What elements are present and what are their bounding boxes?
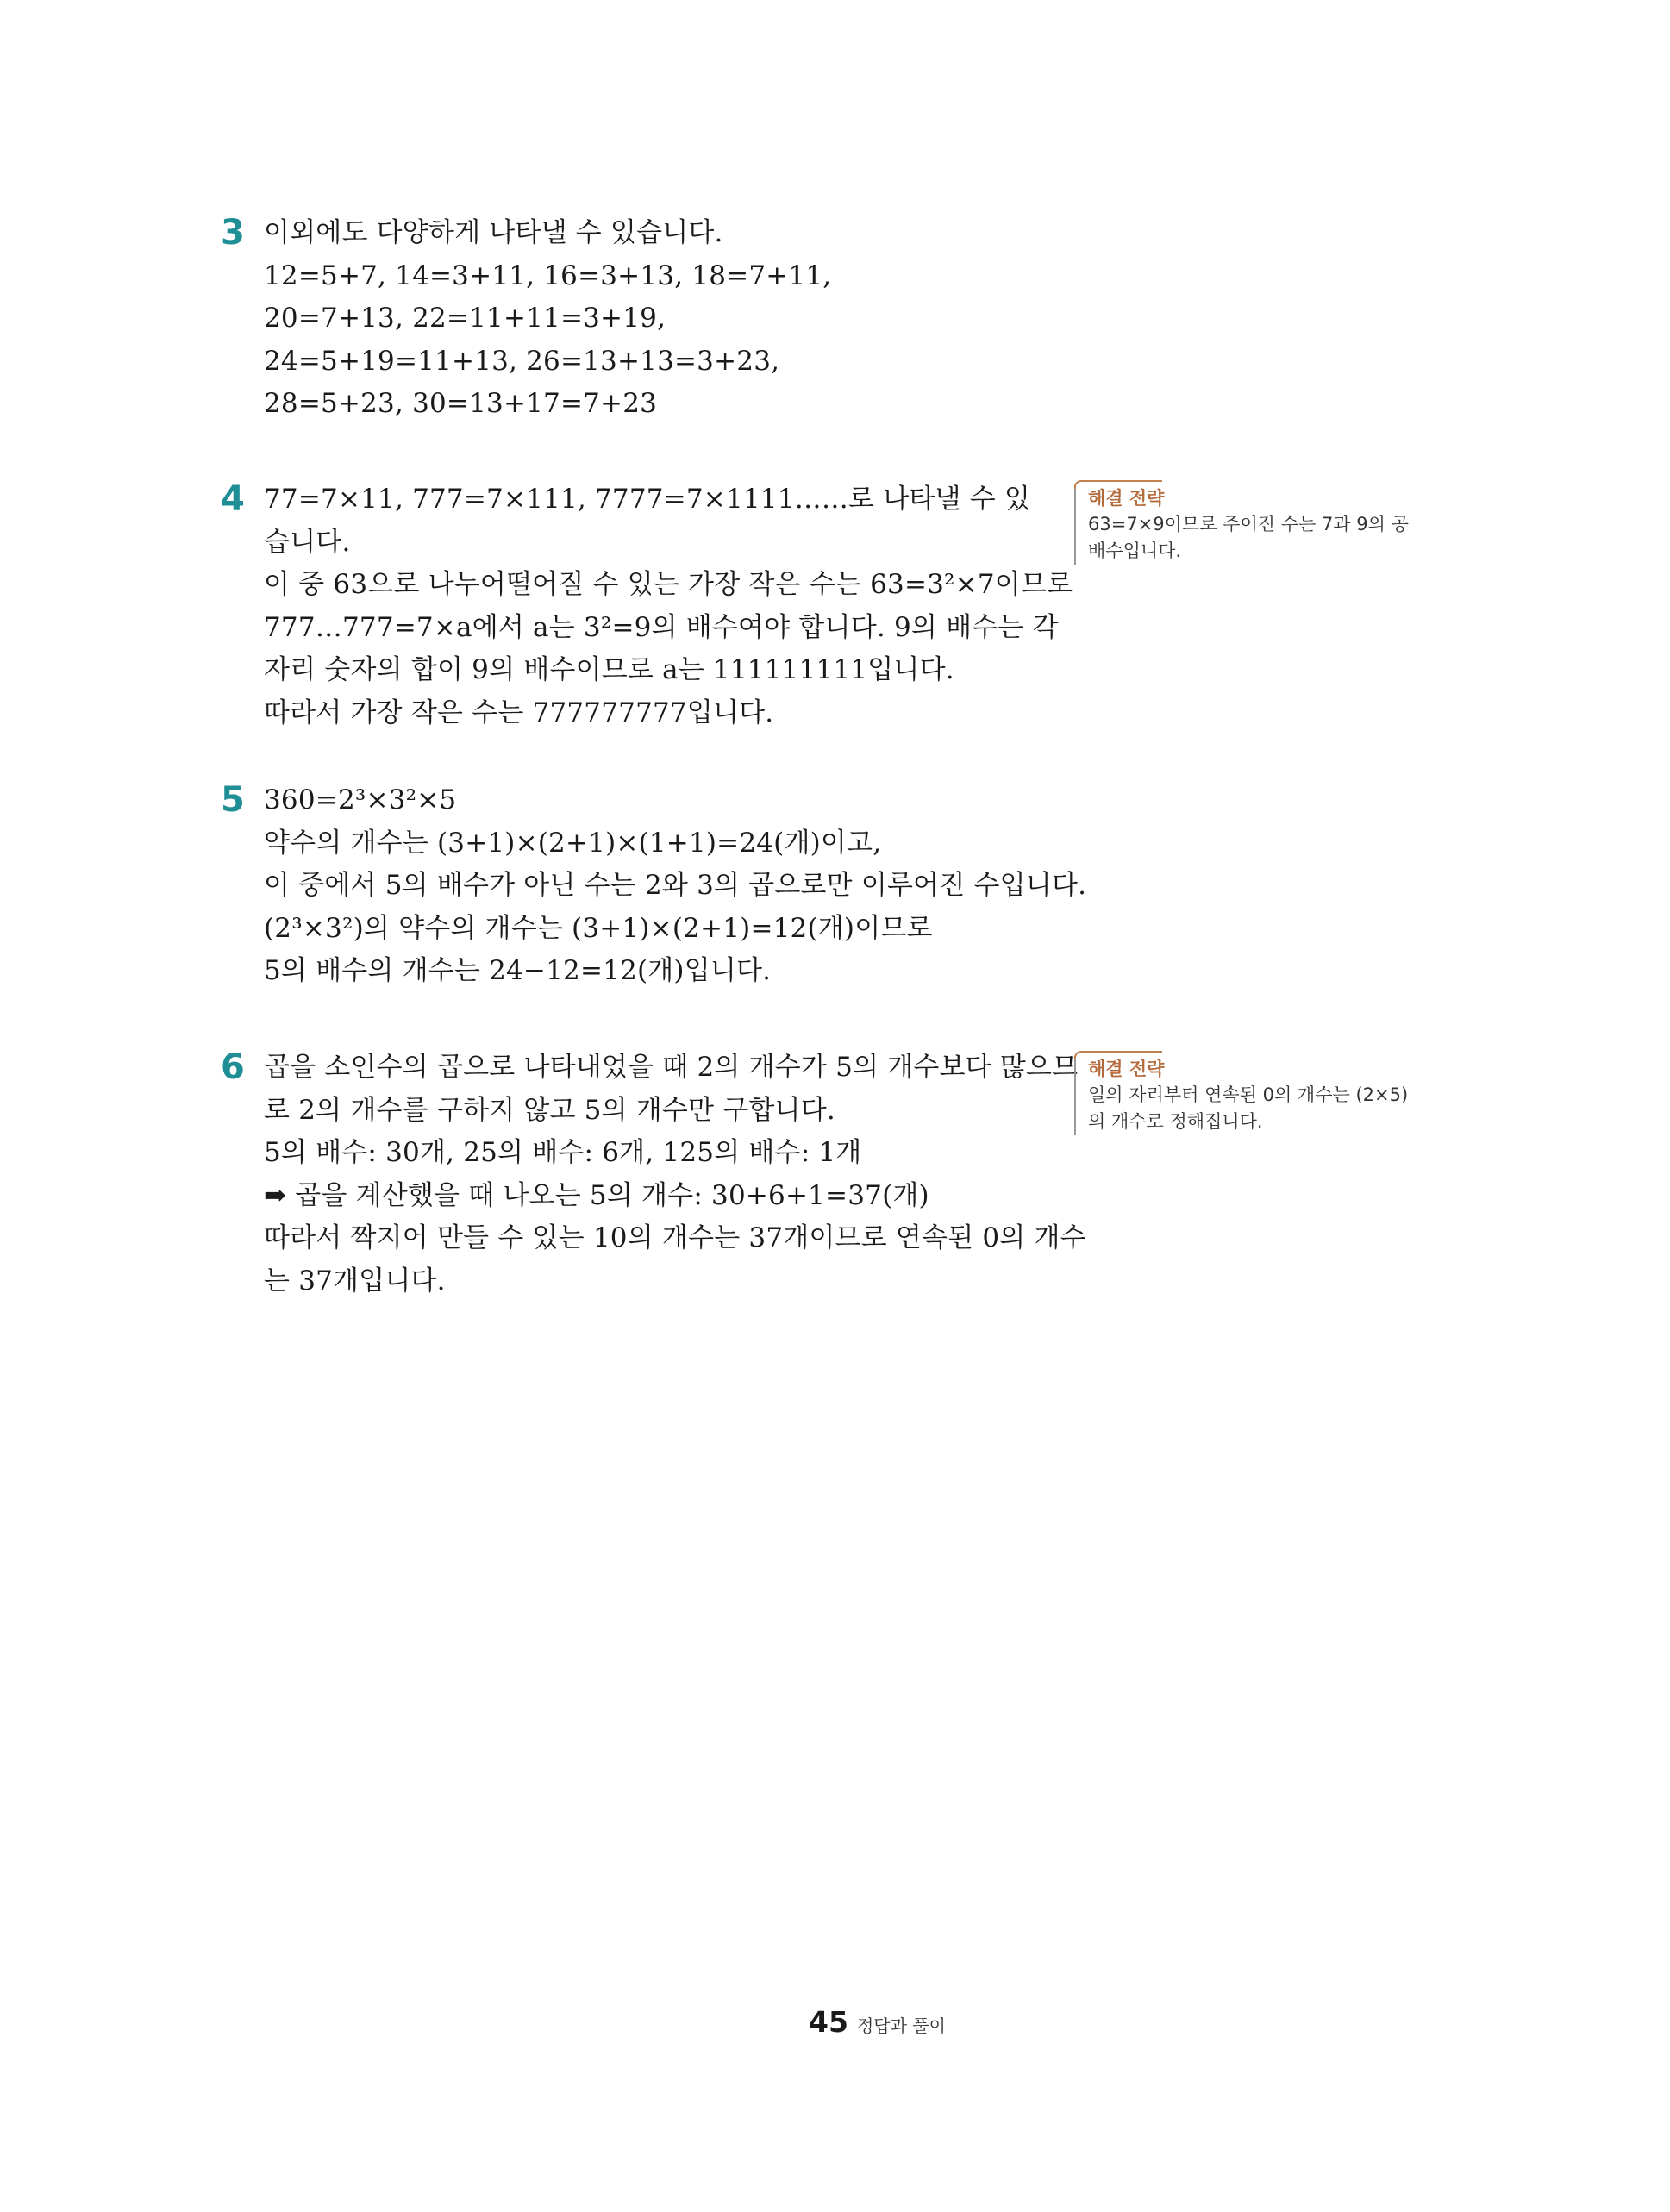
strategy-text: 일의 자리부터 연속된 0의 개수는 (2×5): [1088, 1084, 1409, 1105]
text-line: 777…777=7×a에서 a는 3²=9의 배수여야 합니다. 9의 배수는 각: [264, 611, 1059, 643]
problem-body: [264, 478, 1073, 734]
text-line: 20=7+13, 22=11+11=3+19,: [264, 303, 666, 334]
problem-number: 6: [221, 1047, 245, 1087]
text-line: 이외에도 다양하게 나타낼 수 있습니다.: [264, 217, 723, 248]
text-line: 12=5+7, 14=3+11, 16=3+13, 18=7+11,: [264, 259, 832, 291]
text-line: 77=7×11, 777=7×111, 7777=7×1111……로 나타낼 수 있: [264, 484, 1031, 515]
strategy-text: 의 개수로 정해집니다.: [1088, 1111, 1263, 1132]
text-line: 따라서 짝지어 만들 수 있는 10의 개수는 37개이므로 연속된 0의 개수: [264, 1222, 1086, 1253]
text-line: 5의 배수: 30개, 25의 배수: 6개, 125의 배수: 1개: [264, 1137, 862, 1168]
text-line: (2³×3²)의 약수의 개수는 (3+1)×(2+1)=12(개)이므로: [264, 912, 933, 944]
page-number: 45: [809, 2005, 848, 2039]
text-line: 자리 숫자의 합이 9의 배수이므로 a는 111111111입니다.: [264, 654, 954, 685]
problem-number: 3: [221, 213, 245, 253]
strategy-text: 63=7×9이므로 주어진 수는 7과 9의 공: [1088, 514, 1409, 534]
strategy-note-6: [1074, 1056, 1408, 1135]
text-line: 로 2의 개수를 구하지 않고 5의 개수만 구합니다.: [264, 1094, 835, 1126]
problem-body: [264, 1047, 1086, 1303]
text-line: 28=5+23, 30=13+17=7+23: [264, 388, 658, 419]
footer-label: 정답과 풀이: [856, 2015, 946, 2036]
text-line: 이 중 63으로 나누어떨어질 수 있는 가장 작은 수는 63=3²×7이므로: [264, 569, 1073, 600]
problem-number: 5: [221, 780, 245, 820]
problem-body: [264, 779, 1086, 993]
text-line: 습니다.: [264, 526, 351, 558]
problem-body: [264, 212, 831, 426]
text-line: 5의 배수의 개수는 24−12=12(개)입니다.: [264, 955, 772, 986]
text-line: 약수의 개수는 (3+1)×(2+1)×(1+1)=24(개)이고,: [264, 827, 882, 859]
text-line: 360=2³×3²×5: [264, 784, 457, 815]
text-line: ➡ 곱을 계산했을 때 나오는 5의 개수: 30+6+1=37(개): [264, 1179, 929, 1211]
text-line: 이 중에서 5의 배수가 아닌 수는 2와 3의 곱으로만 이루어진 수입니다.: [264, 870, 1087, 901]
text-line: 는 37개입니다.: [264, 1265, 446, 1297]
text-line: 곱을 소인수의 곱으로 나타내었을 때 2의 개수가 5의 개수보다 많으므: [264, 1052, 1079, 1083]
strategy-text: 배수입니다.: [1088, 541, 1182, 561]
strategy-title: 해결 전략: [1088, 488, 1165, 509]
problem-number: 4: [221, 479, 245, 519]
strategy-title: 해결 전략: [1088, 1059, 1165, 1079]
page-footer: [809, 2005, 946, 2039]
strategy-note-4: [1074, 485, 1409, 565]
text-line: 24=5+19=11+13, 26=13+13=3+23,: [264, 345, 780, 377]
text-line: 따라서 가장 작은 수는 777777777입니다.: [264, 697, 774, 728]
